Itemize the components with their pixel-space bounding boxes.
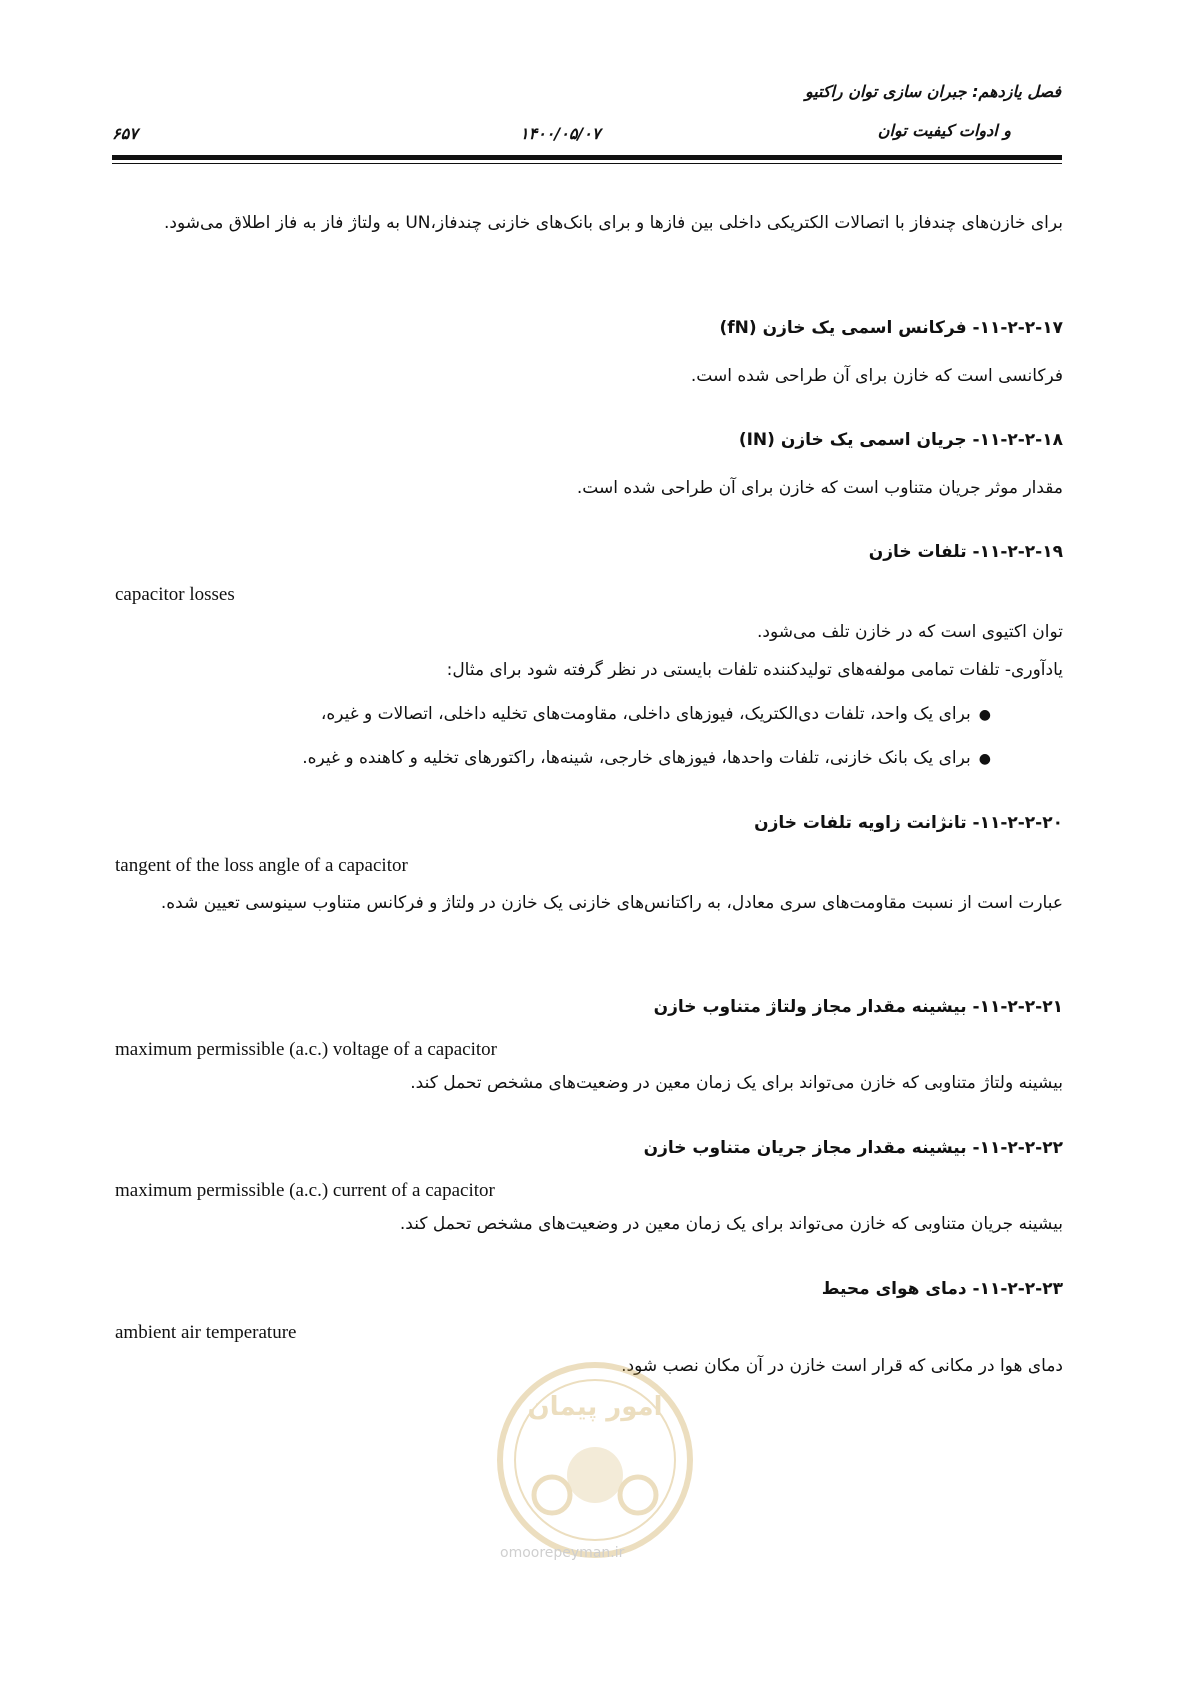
section-18-heading: ۱۱-۲-۲-۱۸- جریان اسمی یک خازن (IN) — [738, 430, 1063, 450]
chapter-title: فصل یازدهم: جبران سازی توان راکتیو — [804, 82, 1061, 101]
section-22-body: بیشینه جریان متناوبی که خازن می‌تواند برای یک زمان معین در وضعیت‌های مشخص تحمل کند. — [399, 1214, 1063, 1234]
chapter-subtitle: و ادوات کیفیت توان — [877, 121, 1011, 140]
section-19-body: توان اکتیوی است که در خازن تلف می‌شود. — [757, 622, 1063, 642]
section-21-english-term: maximum permissible (a.c.) voltage of a capacitor — [115, 1039, 497, 1060]
intro-paragraph: برای خازن‌های چندفاز با اتصالات الکتریکی داخلی بین فازها و برای بانک‌های خازنی چندفاز،UN به ولتاژ فاز به فاز اطلاق می‌شود. — [164, 213, 1063, 233]
section-23-body: دمای هوا در مکانی که قرار است خازن در آن مکان نصب شود. — [621, 1356, 1063, 1376]
section-22-english-term: maximum permissible (a.c.) current of a capacitor — [115, 1180, 495, 1201]
section-21-heading: ۱۱-۲-۲-۲۱- بیشینه مقدار مجاز ولتاژ متناوب خازن — [653, 997, 1063, 1017]
bullet-icon: ● — [978, 707, 991, 723]
section-23-english-term: ambient air temperature — [115, 1322, 297, 1343]
bullet-text: برای یک واحد، تلفات دی‌الکتریک، فیوزهای داخلی، مقاومت‌های تخلیه داخلی، اتصالات و غیره، — [320, 704, 971, 724]
watermark-seal-text: امور پیمان — [527, 1392, 663, 1422]
section-20-body: عبارت است از نسبت مقاومت‌های سری معادل، به راکتانس‌های خازنی یک خازن در ولتاژ و فرکانس متناوب سینوسی تعیین شده. — [160, 893, 1063, 913]
section-22-heading: ۱۱-۲-۲-۲۲- بیشینه مقدار مجاز جریان متناوب خازن — [643, 1138, 1063, 1158]
bullet-icon: ● — [978, 751, 991, 767]
bullet-item — [321, 704, 991, 724]
section-17-heading: ۱۱-۲-۲-۱۷- فرکانس اسمی یک خازن (fN) — [719, 318, 1063, 338]
section-19-heading: ۱۱-۲-۲-۱۹- تلفات خازن — [868, 542, 1063, 562]
section-19-note: یادآوری- تلفات تمامی مولفه‌های تولیدکننده تلفات بایستی در نظر گرفته شود برای مثال: — [446, 660, 1063, 680]
section-20-english-term: tangent of the loss angle of a capacitor — [115, 855, 408, 876]
header-rule-thick — [112, 155, 1062, 160]
section-20-heading: ۱۱-۲-۲-۲۰- تانژانت زاویه تلفات خازن — [754, 813, 1063, 833]
section-19-english-term: capacitor losses — [115, 584, 235, 605]
header-date: ۱۴۰۰/۰۵/۰۷ — [520, 124, 601, 143]
section-23-heading: ۱۱-۲-۲-۲۳- دمای هوای محیط — [821, 1279, 1063, 1299]
section-17-body: فرکانسی است که خازن برای آن طراحی شده است. — [690, 366, 1063, 386]
section-18-body: مقدار موثر جریان متناوب است که خازن برای آن طراحی شده است. — [576, 478, 1063, 498]
bullet-text: برای یک بانک خازنی، تلفات واحدها، فیوزهای خارجی، شینه‌ها، راکتورهای تخلیه و کاهنده و غیره. — [302, 748, 971, 768]
bullet-item — [302, 748, 991, 768]
page-number: ۶۵۷ — [112, 124, 138, 143]
section-21-body: بیشینه ولتاژ متناوبی که خازن می‌تواند برای یک زمان معین در وضعیت‌های مشخص تحمل کند. — [410, 1073, 1063, 1093]
header-rule-thin — [112, 163, 1062, 164]
watermark-url: omoorepeyman.ir — [500, 1545, 625, 1561]
